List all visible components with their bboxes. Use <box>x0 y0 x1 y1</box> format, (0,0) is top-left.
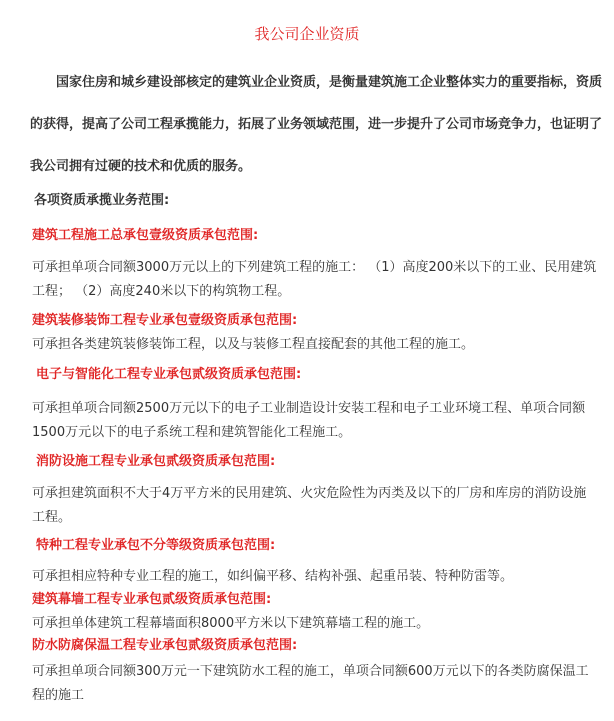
intro-paragraph: 国家住房和城乡建设部核定的建筑业企业资质，是衡量建筑施工企业整体实力的重要指标，资质的获得，提高了公司工程承揽能力，拓展了业务领域范围，进一步提升了公司市场竞争力，也证明了我公司拥有过硬的技术和优质的服务。 <box>30 75 603 174</box>
section-title-curtain-wall: 建筑幕墙工程专业承包贰级资质承包范围: <box>32 592 272 607</box>
section-body-fire: 可承担建筑面积不大于4万平方米的民用建筑、火灾危险性为丙类及以下的厂房和库房的消防设施工程。 <box>32 486 587 525</box>
section-title-special: 特种工程专业承包不分等级资质承包范围: <box>36 538 276 553</box>
section-title-decoration: 建筑装修装饰工程专业承包壹级资质承包范围: <box>32 313 298 328</box>
section-body-construction: 可承担单项合同额3000万元以上的下列建筑工程的施工： （1）高度200米以下的工业、民用建筑工程； （2）高度240米以下的构筑物工程。 <box>32 260 597 299</box>
section-body-waterproofing: 可承担单项合同额300万元一下建筑防水工程的施工，单项合同额600万元以下的各类防腐保温工程的施工 <box>32 664 589 703</box>
section-body-electronics: 可承担单项合同额2500万元以下的电子工业制造设计安装工程和电子工业环境工程、单项合同额1500万元以下的电子系统工程和建筑智能化工程施工。 <box>32 401 586 440</box>
section-title-fire: 消防设施工程专业承包贰级资质承包范围: <box>36 454 276 469</box>
section-title-waterproofing: 防水防腐保温工程专业承包贰级资质承包范围: <box>32 638 298 653</box>
section-title-electronics: 电子与智能化工程专业承包贰级资质承包范围: <box>36 367 302 382</box>
scope-heading: 各项资质承揽业务范围: <box>34 193 170 208</box>
section-title-construction: 建筑工程施工总承包壹级资质承包范围: <box>32 228 259 243</box>
section-body-decoration: 可承担各类建筑装修装饰工程，以及与装修工程直接配套的其他工程的施工。 <box>32 337 475 352</box>
section-body-special: 可承担相应特种专业工程的施工，如纠偏平移、结构补强、起重吊装、特种防雷等。 <box>32 569 514 584</box>
page-title: 我公司企业资质 <box>254 25 360 43</box>
section-body-curtain-wall: 可承担单体建筑工程幕墙面积8000平方米以下建筑幕墙工程的施工。 <box>32 616 430 631</box>
